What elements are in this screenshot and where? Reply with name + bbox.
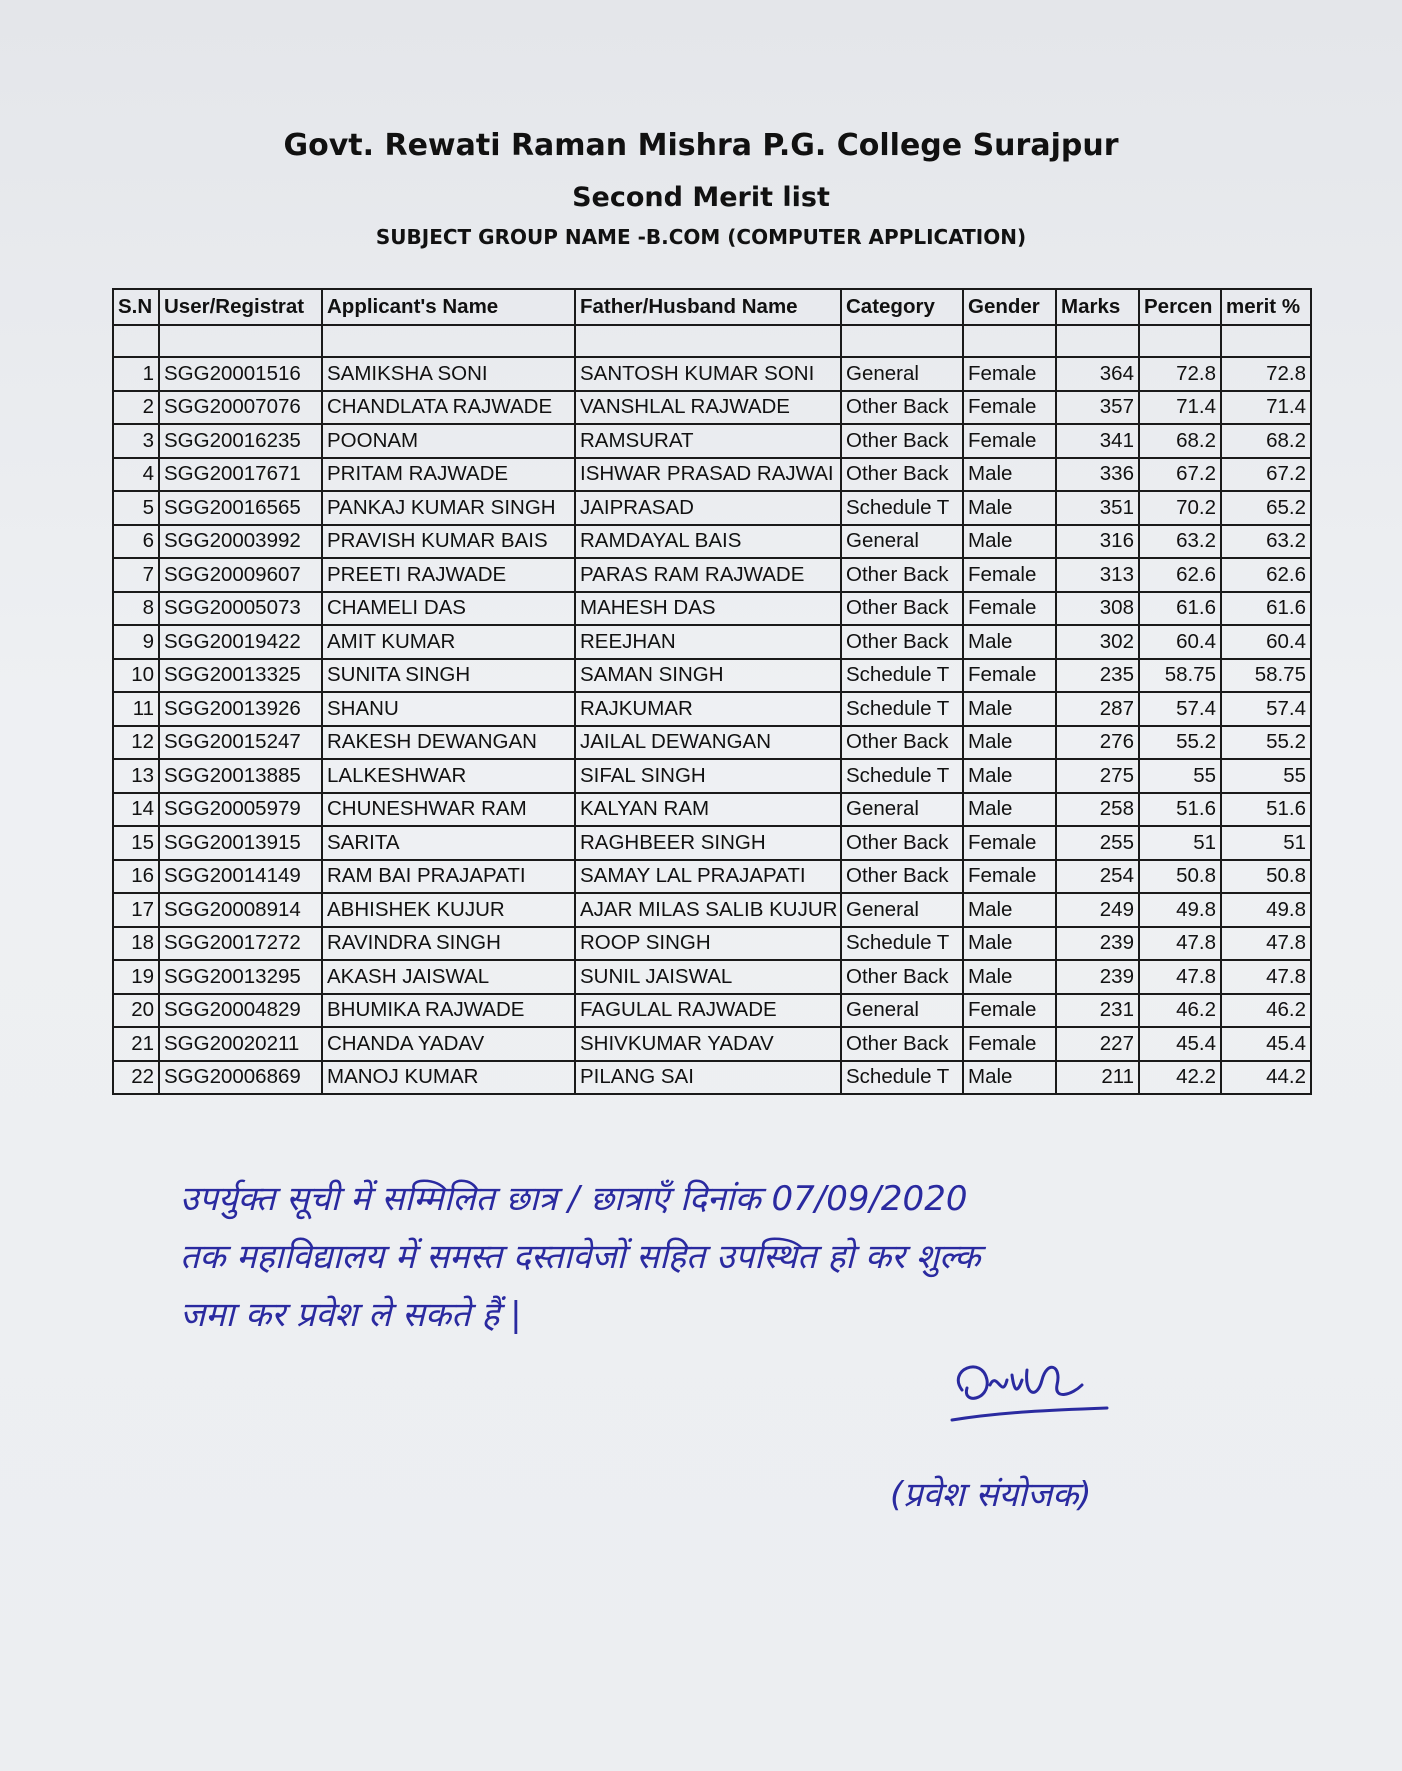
table-cell: 55.2	[1221, 726, 1311, 760]
table-cell: Schedule T	[841, 759, 963, 793]
table-body	[113, 325, 1311, 1094]
table-cell: VANSHLAL RAJWADE	[575, 391, 841, 425]
table-cell: 1	[113, 357, 159, 391]
table-cell: 63.2	[1221, 525, 1311, 559]
table-cell: Other Back	[841, 424, 963, 458]
note-line-1: उपर्युक्त सूची में सम्मिलित छात्र / छात्राएँ दिनांक 07/09/2020	[180, 1179, 968, 1219]
table-cell: RAJKUMAR	[575, 692, 841, 726]
table-cell: 63.2	[1139, 525, 1221, 559]
table-cell: 275	[1056, 759, 1139, 793]
table-cell: Male	[963, 927, 1056, 961]
table-cell: JAIPRASAD	[575, 491, 841, 525]
table-cell: CHANDA YADAV	[322, 1027, 575, 1061]
table-cell: SGG20005073	[159, 592, 322, 626]
table-cell: AKASH JAISWAL	[322, 960, 575, 994]
table-cell: 10	[113, 659, 159, 693]
table-cell: RAM BAI PRAJAPATI	[322, 860, 575, 894]
table-cell: 55	[1139, 759, 1221, 793]
table-cell: 72.8	[1139, 357, 1221, 391]
table-cell: 5	[113, 491, 159, 525]
table-cell: Other Back	[841, 558, 963, 592]
table-cell: LALKESHWAR	[322, 759, 575, 793]
table-cell: 316	[1056, 525, 1139, 559]
table-cell: SHIVKUMAR YADAV	[575, 1027, 841, 1061]
handwritten-note	[180, 1170, 1340, 1344]
table-cell: ROOP SINGH	[575, 927, 841, 961]
table-cell: SARITA	[322, 826, 575, 860]
table-cell: SGG20013915	[159, 826, 322, 860]
table-cell: Male	[963, 793, 1056, 827]
table-cell: General	[841, 994, 963, 1028]
column-header: merit %	[1221, 289, 1311, 325]
table-cell: 62.6	[1139, 558, 1221, 592]
table-cell: 61.6	[1221, 592, 1311, 626]
table-cell: 50.8	[1139, 860, 1221, 894]
table-cell: SGG20008914	[159, 893, 322, 927]
table-cell: Female	[963, 424, 1056, 458]
table-cell: 51.6	[1221, 793, 1311, 827]
table-cell: PRITAM RAJWADE	[322, 458, 575, 492]
table-row	[113, 1027, 1311, 1061]
column-header: User/Registrat	[159, 289, 322, 325]
table-cell: SGG20013295	[159, 960, 322, 994]
table-cell: ABHISHEK KUJUR	[322, 893, 575, 927]
table-cell: 8	[113, 592, 159, 626]
table-cell: SGG20006869	[159, 1061, 322, 1095]
table-cell: 68.2	[1139, 424, 1221, 458]
table-cell: 13	[113, 759, 159, 793]
table-cell: Male	[963, 726, 1056, 760]
table-cell: 16	[113, 860, 159, 894]
table-row	[113, 592, 1311, 626]
table-cell: MANOJ KUMAR	[322, 1061, 575, 1095]
table-cell: Female	[963, 558, 1056, 592]
column-header: Applicant's Name	[322, 289, 575, 325]
table-cell: 287	[1056, 692, 1139, 726]
table-cell: 46.2	[1139, 994, 1221, 1028]
table-cell: SGG20019422	[159, 625, 322, 659]
table-row	[113, 558, 1311, 592]
table-cell: 50.8	[1221, 860, 1311, 894]
table-cell: 302	[1056, 625, 1139, 659]
table-cell: Female	[963, 860, 1056, 894]
table-cell: 49.8	[1221, 893, 1311, 927]
designation: (प्रवेश संयोजक)	[890, 1475, 1092, 1515]
table-cell: 364	[1056, 357, 1139, 391]
table-row	[113, 860, 1311, 894]
table-cell: 308	[1056, 592, 1139, 626]
table-row	[113, 692, 1311, 726]
table-cell: Other Back	[841, 726, 963, 760]
table-cell: 67.2	[1221, 458, 1311, 492]
table-cell: 45.4	[1139, 1027, 1221, 1061]
table-cell: Other Back	[841, 826, 963, 860]
table-cell: 2	[113, 391, 159, 425]
table-cell: SGG20001516	[159, 357, 322, 391]
table-cell: Female	[963, 659, 1056, 693]
table-row	[113, 826, 1311, 860]
table-cell: Other Back	[841, 391, 963, 425]
table-cell: 17	[113, 893, 159, 927]
table-cell: POONAM	[322, 424, 575, 458]
column-header: Category	[841, 289, 963, 325]
note-line-2: तक महाविद्यालय में समस्त दस्तावेजों सहित उपस्थित हो कर शुल्क	[180, 1237, 981, 1277]
table-cell: SGG20004829	[159, 994, 322, 1028]
table-row	[113, 893, 1311, 927]
table-cell: 57.4	[1139, 692, 1221, 726]
table-cell: SGG20016235	[159, 424, 322, 458]
table-row	[113, 391, 1311, 425]
table-cell: 235	[1056, 659, 1139, 693]
table-cell: 276	[1056, 726, 1139, 760]
table-cell: Male	[963, 458, 1056, 492]
table-cell: Female	[963, 994, 1056, 1028]
table-cell: 239	[1056, 927, 1139, 961]
table-cell: 51	[1139, 826, 1221, 860]
table-cell: General	[841, 357, 963, 391]
table-cell: 42.2	[1139, 1061, 1221, 1095]
table-cell: RAVINDRA SINGH	[322, 927, 575, 961]
table-cell: Female	[963, 391, 1056, 425]
table-cell: Female	[963, 1027, 1056, 1061]
column-header: Gender	[963, 289, 1056, 325]
table-cell: SGG20013926	[159, 692, 322, 726]
table-cell: 15	[113, 826, 159, 860]
table-row	[113, 994, 1311, 1028]
table-cell: Other Back	[841, 625, 963, 659]
table-cell: Female	[963, 592, 1056, 626]
table-cell: 47.8	[1221, 960, 1311, 994]
table-cell: PARAS RAM RAJWADE	[575, 558, 841, 592]
table-cell: 255	[1056, 826, 1139, 860]
table-cell: Schedule T	[841, 692, 963, 726]
table-cell: SANTOSH KUMAR SONI	[575, 357, 841, 391]
table-cell: 70.2	[1139, 491, 1221, 525]
table-cell: Schedule T	[841, 491, 963, 525]
merit-table	[112, 288, 1312, 1095]
table-cell: PREETI RAJWADE	[322, 558, 575, 592]
table-cell: 58.75	[1139, 659, 1221, 693]
table-cell: 351	[1056, 491, 1139, 525]
list-title: Second Merit list	[572, 182, 830, 213]
table-cell: RAMSURAT	[575, 424, 841, 458]
table-cell: 22	[113, 1061, 159, 1095]
table-cell: 4	[113, 458, 159, 492]
table-cell: SUNITA SINGH	[322, 659, 575, 693]
table-cell: Male	[963, 759, 1056, 793]
table-cell: 11	[113, 692, 159, 726]
table-cell: 18	[113, 927, 159, 961]
table-cell: General	[841, 893, 963, 927]
table-cell: 341	[1056, 424, 1139, 458]
table-row	[113, 759, 1311, 793]
table-row	[113, 357, 1311, 391]
table-row	[113, 491, 1311, 525]
table-cell: Schedule T	[841, 1061, 963, 1095]
table-cell: General	[841, 793, 963, 827]
table-cell: SGG20017272	[159, 927, 322, 961]
table-cell: SGG20007076	[159, 391, 322, 425]
column-header: S.N	[113, 289, 159, 325]
table-cell: SIFAL SINGH	[575, 759, 841, 793]
table-cell: Other Back	[841, 860, 963, 894]
table-row	[113, 525, 1311, 559]
table-cell: CHANDLATA RAJWADE	[322, 391, 575, 425]
table-cell: 72.8	[1221, 357, 1311, 391]
table-cell: FAGULAL RAJWADE	[575, 994, 841, 1028]
table-cell: 231	[1056, 994, 1139, 1028]
table-cell: Male	[963, 692, 1056, 726]
table-cell: Male	[963, 1061, 1056, 1095]
table-cell: Male	[963, 491, 1056, 525]
table-cell: RAMDAYAL BAIS	[575, 525, 841, 559]
table-cell: SGG20020211	[159, 1027, 322, 1061]
table-cell: Other Back	[841, 1027, 963, 1061]
table-cell: SGG20009607	[159, 558, 322, 592]
table-cell: Female	[963, 357, 1056, 391]
table-cell: 47.8	[1139, 927, 1221, 961]
table-cell: 336	[1056, 458, 1139, 492]
table-cell: SGG20003992	[159, 525, 322, 559]
table-row	[113, 927, 1311, 961]
table-cell: AMIT KUMAR	[322, 625, 575, 659]
table-row	[113, 458, 1311, 492]
table-cell: 357	[1056, 391, 1139, 425]
table-cell: SAMAN SINGH	[575, 659, 841, 693]
table-row	[113, 659, 1311, 693]
table-row	[113, 726, 1311, 760]
table-cell: 211	[1056, 1061, 1139, 1095]
table-cell: 55	[1221, 759, 1311, 793]
table-blank-row	[113, 325, 1311, 357]
table-cell: SGG20014149	[159, 860, 322, 894]
table-cell: 51.6	[1139, 793, 1221, 827]
table-cell: SGG20015247	[159, 726, 322, 760]
table-header-row	[113, 289, 1311, 325]
table-cell: 254	[1056, 860, 1139, 894]
table-cell: 65.2	[1221, 491, 1311, 525]
table-cell: Schedule T	[841, 659, 963, 693]
table-cell: PRAVISH KUMAR BAIS	[322, 525, 575, 559]
table-cell: Other Back	[841, 458, 963, 492]
column-header: Father/Husband Name	[575, 289, 841, 325]
table-cell: SGG20013325	[159, 659, 322, 693]
table-cell: 57.4	[1221, 692, 1311, 726]
table-row	[113, 1061, 1311, 1095]
table-cell: 21	[113, 1027, 159, 1061]
table-cell: 239	[1056, 960, 1139, 994]
signature-mark	[942, 1350, 1122, 1440]
table-cell: JAILAL DEWANGAN	[575, 726, 841, 760]
table-cell: 45.4	[1221, 1027, 1311, 1061]
table-cell: Male	[963, 960, 1056, 994]
table-cell: 12	[113, 726, 159, 760]
table-cell: SUNIL JAISWAL	[575, 960, 841, 994]
table-cell: AJAR MILAS SALIB KUJUR	[575, 893, 841, 927]
note-line-3: जमा कर प्रवेश ले सकते हैं |	[180, 1295, 522, 1335]
table-cell: KALYAN RAM	[575, 793, 841, 827]
table-cell: SGG20013885	[159, 759, 322, 793]
table-cell: REEJHAN	[575, 625, 841, 659]
table-cell: General	[841, 525, 963, 559]
table-cell: 46.2	[1221, 994, 1311, 1028]
table-cell: 19	[113, 960, 159, 994]
table-cell: 49.8	[1139, 893, 1221, 927]
table-cell: 62.6	[1221, 558, 1311, 592]
table-cell: 47.8	[1139, 960, 1221, 994]
table-cell: BHUMIKA RAJWADE	[322, 994, 575, 1028]
table-cell: RAGHBEER SINGH	[575, 826, 841, 860]
table-cell: SAMAY LAL PRAJAPATI	[575, 860, 841, 894]
subject-group: SUBJECT GROUP NAME -B.COM (COMPUTER APPLICATION)	[375, 225, 1027, 249]
table-cell: 9	[113, 625, 159, 659]
table-cell: 227	[1056, 1027, 1139, 1061]
table-cell: 20	[113, 994, 159, 1028]
table-row	[113, 424, 1311, 458]
table-cell: Male	[963, 625, 1056, 659]
column-header: Percen	[1139, 289, 1221, 325]
table-row	[113, 793, 1311, 827]
table-cell: 67.2	[1139, 458, 1221, 492]
table-cell: SAMIKSHA SONI	[322, 357, 575, 391]
table-cell: SGG20016565	[159, 491, 322, 525]
table-cell: 249	[1056, 893, 1139, 927]
table-cell: 51	[1221, 826, 1311, 860]
table-cell: 60.4	[1221, 625, 1311, 659]
table-cell: 3	[113, 424, 159, 458]
table-cell: SHANU	[322, 692, 575, 726]
table-row	[113, 960, 1311, 994]
table-cell: Female	[963, 826, 1056, 860]
table-cell: RAKESH DEWANGAN	[322, 726, 575, 760]
table-cell: 71.4	[1139, 391, 1221, 425]
table-cell: 55.2	[1139, 726, 1221, 760]
table-cell: SGG20005979	[159, 793, 322, 827]
table-cell: Other Back	[841, 592, 963, 626]
table-cell: 47.8	[1221, 927, 1311, 961]
table-cell: 68.2	[1221, 424, 1311, 458]
table-cell: 14	[113, 793, 159, 827]
table-cell: Male	[963, 893, 1056, 927]
table-cell: 7	[113, 558, 159, 592]
table-cell: 313	[1056, 558, 1139, 592]
table-cell: SGG20017671	[159, 458, 322, 492]
college-name: Govt. Rewati Raman Mishra P.G. College Surajpur	[283, 128, 1119, 163]
table-cell: CHAMELI DAS	[322, 592, 575, 626]
table-cell: Male	[963, 525, 1056, 559]
table-cell: Other Back	[841, 960, 963, 994]
table-cell: 6	[113, 525, 159, 559]
table-cell: PILANG SAI	[575, 1061, 841, 1095]
table-cell: Schedule T	[841, 927, 963, 961]
table-cell: 258	[1056, 793, 1139, 827]
table-cell: 58.75	[1221, 659, 1311, 693]
table-cell: PANKAJ KUMAR SINGH	[322, 491, 575, 525]
column-header: Marks	[1056, 289, 1139, 325]
table-cell: ISHWAR PRASAD RAJWAI	[575, 458, 841, 492]
table-cell: CHUNESHWAR RAM	[322, 793, 575, 827]
table-cell: 44.2	[1221, 1061, 1311, 1095]
table-row	[113, 625, 1311, 659]
table-cell: 60.4	[1139, 625, 1221, 659]
table-cell: MAHESH DAS	[575, 592, 841, 626]
table-cell: 61.6	[1139, 592, 1221, 626]
table-cell: 71.4	[1221, 391, 1311, 425]
